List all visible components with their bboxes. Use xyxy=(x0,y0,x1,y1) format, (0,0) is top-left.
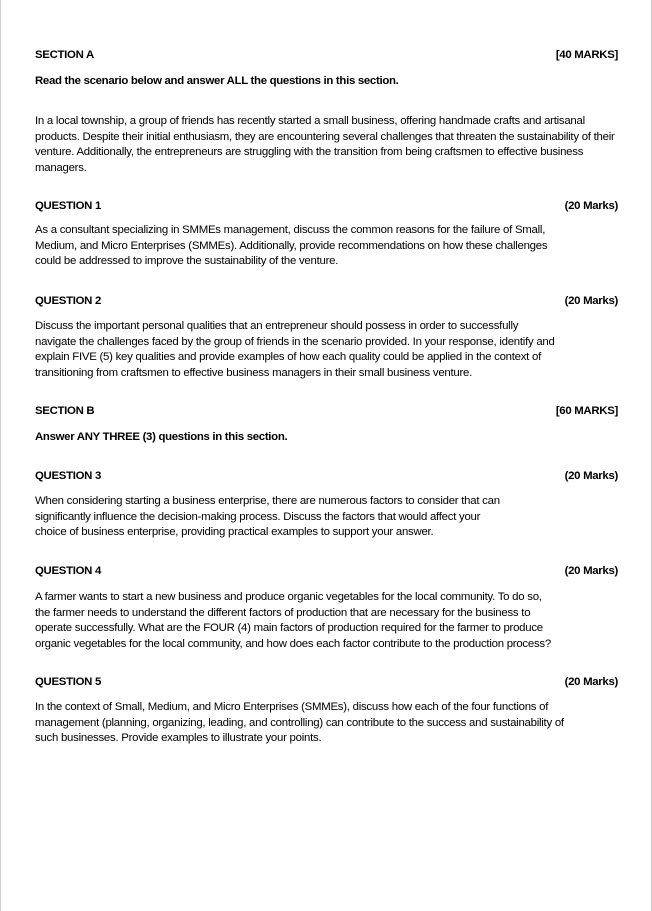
question-5-marks: (20 Marks) xyxy=(564,676,618,688)
question-3-title: QUESTION 3 xyxy=(35,470,101,482)
question-5-header xyxy=(35,675,618,691)
question-3-header xyxy=(35,469,618,485)
question-1-header xyxy=(35,199,618,215)
section-b-title: SECTION B xyxy=(35,405,95,417)
question-4-text: A farmer wants to start a new business and produce organic vegetables for the local community. To do so, the farmer needs to understand the different factors of production that are necessary for the business to operate successfully. What are the FOUR (4) main factors of production required for the farmer to produce organic vegetables for the local community, and how does each factor contribute to the production process? xyxy=(35,591,551,650)
section-b-marks: [60 MARKS] xyxy=(555,405,618,417)
question-1-title: QUESTION 1 xyxy=(35,200,101,212)
section-a-header xyxy=(35,48,618,64)
question-4-marks: (20 Marks) xyxy=(564,565,618,577)
section-a-title: SECTION A xyxy=(35,49,94,61)
question-5-title: QUESTION 5 xyxy=(35,676,101,688)
question-4-title: QUESTION 4 xyxy=(35,565,101,577)
section-a-marks: [40 MARKS] xyxy=(555,49,618,61)
question-5-text: In the context of Small, Medium, and Micro Enterprises (SMMEs), discuss how each of the four functions of management (planning, organizing, leading, and controlling) can contribute to the success and sustainability of such businesses. Provide examples to illustrate your points. xyxy=(35,701,564,745)
question-2-marks: (20 Marks) xyxy=(564,295,618,307)
section-b-instruction: Answer ANY THREE (3) questions in this section. xyxy=(35,431,288,443)
question-3-marks: (20 Marks) xyxy=(564,470,618,482)
section-a-instruction: Read the scenario below and answer ALL the questions in this section. xyxy=(35,75,399,87)
question-2-title: QUESTION 2 xyxy=(35,295,101,307)
scenario-text: In a local township, a group of friends has recently started a small business, offering handmade crafts and artisanal products. Despite their initial enthusiasm, they are encountering several challenges that threaten the sustainability of their venture. Additionally, the entrepreneurs are struggling with the transition from being craftsmen to effective business managers. xyxy=(35,115,615,174)
question-1-text: As a consultant specializing in SMMEs management, discuss the common reasons for the failure of Small, Medium, and Micro Enterprises (SMMEs). Additionally, provide recommendations on how these challenges could be addressed to improve the sustainability of the venture. xyxy=(35,224,548,268)
question-2-header xyxy=(35,294,618,310)
question-3-text: When considering starting a business enterprise, there are numerous factors to consider that can significantly influence the decision-making process. Discuss the factors that would affect your choice of business enterprise, providing practical examples to support your answer. xyxy=(35,495,500,539)
question-2-text: Discuss the important personal qualities that an entrepreneur should possess in order to successfully navigate the challenges faced by the group of friends in the scenario provided. In your response, identify and explain FIVE (5) key qualities and provide examples of how each quality could be applied in the context of transitioning from craftsmen to effective business managers in their small business venture. xyxy=(35,320,555,379)
section-b-header xyxy=(35,404,618,420)
question-1-marks: (20 Marks) xyxy=(564,200,618,212)
question-4-header xyxy=(35,564,618,580)
